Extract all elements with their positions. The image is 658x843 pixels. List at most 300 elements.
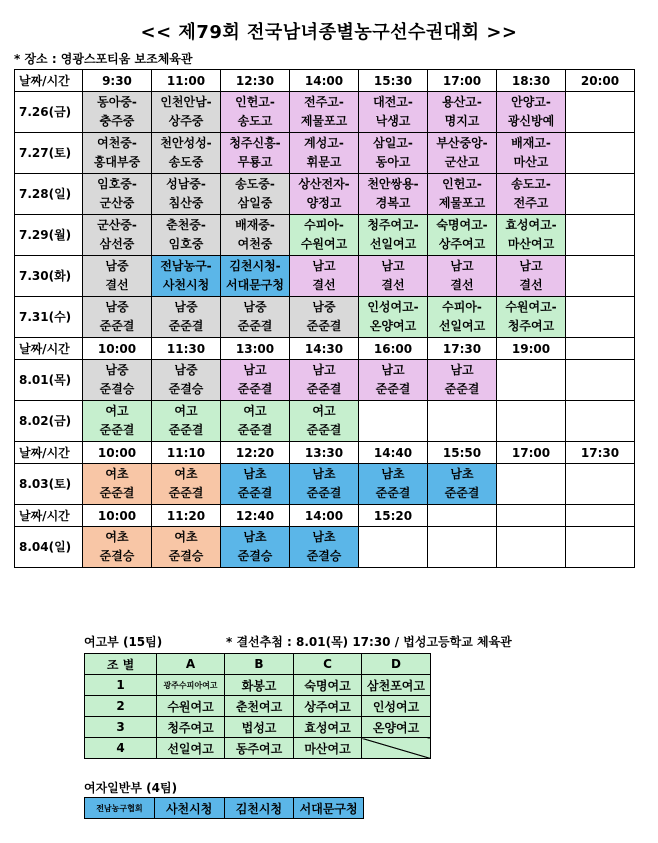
cell-line: 김천시청- <box>229 259 281 273</box>
cell-line: 남중 <box>174 363 198 377</box>
cell-line: 청주신흥- <box>229 136 281 150</box>
match-cell <box>290 464 359 505</box>
cell-line: 4 <box>116 741 125 755</box>
team-cell <box>157 738 225 759</box>
group-header <box>225 654 294 675</box>
time-slot <box>83 505 152 527</box>
team-cell <box>362 675 431 696</box>
match-cell <box>83 256 152 297</box>
time-header-row <box>15 442 635 464</box>
cell-line: 청주여고- <box>367 218 419 232</box>
match-cell <box>221 174 290 215</box>
header-label <box>15 70 83 92</box>
women-team-cell <box>85 798 155 819</box>
cell-line: 8.01(목) <box>19 373 72 387</box>
time-slot <box>152 505 221 527</box>
date-cell <box>15 527 83 568</box>
cell-line: 18:30 <box>511 73 551 88</box>
match-cell <box>428 133 497 174</box>
team-cell <box>157 696 225 717</box>
cell-line: 동주여고 <box>235 741 283 756</box>
match-cell <box>428 464 497 505</box>
group-row <box>85 738 431 759</box>
cell-line: 여초 <box>174 530 198 544</box>
cell-line: 제물포고 <box>438 196 486 210</box>
cell-line: 준준결 <box>237 382 273 396</box>
match-cell <box>152 401 221 442</box>
cell-line: 14:00 <box>304 73 344 88</box>
cell-line: 안양고- <box>511 95 551 109</box>
schedule-row <box>15 464 635 505</box>
cell-line: 전주고 <box>513 196 549 210</box>
match-cell <box>497 174 566 215</box>
cell-line: 8.04(일) <box>19 540 72 554</box>
cell-line: 청주여고 <box>167 720 214 735</box>
cell-line: 11:20 <box>166 508 206 523</box>
match-cell <box>152 464 221 505</box>
cell-line: 조 별 <box>106 657 135 672</box>
cell-line: 여고 <box>243 404 267 418</box>
date-cell <box>15 133 83 174</box>
cell-line: 7.29(월) <box>19 228 72 242</box>
cell-line: 남고 <box>519 259 543 273</box>
time-slot <box>152 442 221 464</box>
cell-line: 14:30 <box>304 341 344 356</box>
match-cell <box>83 215 152 256</box>
time-slot <box>152 338 221 360</box>
cell-line: 상주여고 <box>438 237 486 251</box>
time-slot <box>566 505 635 527</box>
match-cell <box>497 133 566 174</box>
cell-line: 준결승 <box>168 382 204 396</box>
girls-division-title: 여고부 (15팀) <box>84 635 163 649</box>
cell-line: 7.31(수) <box>19 310 72 324</box>
match-cell <box>497 297 566 338</box>
match-cell <box>83 527 152 568</box>
cell-line: 남중 <box>105 300 129 314</box>
time-slot <box>290 70 359 92</box>
header-label <box>15 338 83 360</box>
cell-line: 인헌고- <box>235 95 275 109</box>
cell-line: 12:20 <box>235 445 275 460</box>
cell-line: 결선 <box>450 278 474 292</box>
time-slot <box>428 338 497 360</box>
match-cell <box>497 215 566 256</box>
match-cell <box>359 256 428 297</box>
cell-line: 성남중- <box>166 177 206 191</box>
cell-line: 14:00 <box>304 508 344 523</box>
cell-line: 경복고 <box>375 196 411 210</box>
cell-line: 여초 <box>174 467 198 481</box>
cell-line: 13:30 <box>304 445 344 460</box>
cell-line: 준준결 <box>168 319 204 333</box>
cell-line: 청주여고 <box>507 319 555 333</box>
match-cell <box>566 464 635 505</box>
group-number <box>85 738 157 759</box>
match-cell <box>290 174 359 215</box>
cell-line: 숙명여고 <box>304 678 351 693</box>
match-cell <box>428 92 497 133</box>
cell-line: 12:30 <box>235 73 275 88</box>
cell-line: 전남농구- <box>160 259 212 273</box>
time-slot <box>290 338 359 360</box>
cell-line: 수피아- <box>442 300 482 314</box>
match-cell <box>152 92 221 133</box>
team-cell <box>294 696 362 717</box>
cell-line: 남중 <box>105 363 129 377</box>
women-team-cell <box>294 798 364 819</box>
time-slot <box>497 338 566 360</box>
cell-line: 남고 <box>243 363 267 377</box>
team-cell <box>157 675 225 696</box>
women-team-cell <box>224 798 294 819</box>
cell-line: 1 <box>116 678 125 692</box>
cell-line: 낙생고 <box>375 114 411 128</box>
cell-line: 홍대부중 <box>93 155 141 169</box>
cell-line: 날짜/시간 <box>19 445 70 460</box>
cell-line: 화봉고 <box>241 678 277 693</box>
schedule-row <box>15 401 635 442</box>
cell-line: 임호중- <box>97 177 137 191</box>
match-cell <box>152 297 221 338</box>
cell-line: 10:00 <box>97 508 137 523</box>
schedule-row <box>15 256 635 297</box>
cell-line: 준준결 <box>237 423 273 437</box>
date-cell <box>15 297 83 338</box>
cell-line: 17:00 <box>442 73 482 88</box>
women-division-title: 여자일반부 (4팀) <box>84 781 178 795</box>
cell-line: 날짜/시간 <box>19 73 70 88</box>
cell-line: 11:00 <box>166 73 206 88</box>
match-cell <box>152 527 221 568</box>
cell-line: 준준결 <box>237 319 273 333</box>
match-cell <box>497 527 566 568</box>
cell-line: 광신방예 <box>507 114 555 128</box>
match-cell <box>428 174 497 215</box>
cell-line: 준결승 <box>99 549 135 563</box>
cell-line: 수피아- <box>304 218 344 232</box>
cell-line: 군산고 <box>444 155 480 169</box>
cell-line: 날짜/시간 <box>19 508 70 523</box>
cell-line: 온양여고 <box>372 720 420 735</box>
schedule-row <box>15 174 635 215</box>
match-cell <box>83 174 152 215</box>
cell-line: 여천중 <box>237 237 273 251</box>
team-cell <box>294 675 362 696</box>
cell-line: 마산고 <box>513 155 549 169</box>
cell-line: 준준결 <box>444 486 480 500</box>
cell-line: 7.26(금) <box>19 105 72 119</box>
cell-line: 결선 <box>105 278 129 292</box>
match-cell <box>359 133 428 174</box>
cell-line: 계성고- <box>304 136 344 150</box>
cell-line: 남고 <box>312 363 336 377</box>
cell-line: 남고 <box>381 363 405 377</box>
cell-line: 양정고 <box>306 196 342 210</box>
cell-line: 김천시청 <box>235 801 283 816</box>
time-header-row <box>15 505 635 527</box>
time-slot <box>566 70 635 92</box>
cell-line: 무룡고 <box>237 155 273 169</box>
cell-line: 동아중- <box>97 95 137 109</box>
cell-line: 남초 <box>450 467 474 481</box>
cell-line: 여천중- <box>97 136 137 150</box>
header-label <box>15 505 83 527</box>
cell-line: 서대문구청 <box>226 278 284 292</box>
group-header <box>294 654 362 675</box>
match-cell <box>566 174 635 215</box>
match-cell <box>290 133 359 174</box>
cell-line: 9:30 <box>102 73 132 88</box>
women-team-cell <box>154 798 224 819</box>
team-cell <box>225 738 294 759</box>
cell-line: 남고 <box>450 259 474 273</box>
match-cell <box>290 215 359 256</box>
match-cell <box>290 401 359 442</box>
cell-line: 준준결 <box>237 486 273 500</box>
cell-line: 준결승 <box>306 549 342 563</box>
cell-line: 준준결 <box>306 382 342 396</box>
match-cell <box>428 256 497 297</box>
match-cell <box>83 360 152 401</box>
match-cell <box>83 464 152 505</box>
cell-line: 날짜/시간 <box>19 341 70 356</box>
match-cell <box>359 360 428 401</box>
cell-line: 침산중 <box>168 196 204 210</box>
cell-line: 11:30 <box>166 341 206 356</box>
match-cell <box>566 133 635 174</box>
cell-line: 송도중- <box>235 177 275 191</box>
match-cell <box>221 527 290 568</box>
team-cell <box>225 696 294 717</box>
cell-line: 여초 <box>105 530 129 544</box>
time-slot <box>290 442 359 464</box>
header-label <box>15 442 83 464</box>
time-slot <box>359 442 428 464</box>
match-cell <box>359 464 428 505</box>
date-cell <box>15 174 83 215</box>
cell-line: 준결승 <box>168 549 204 563</box>
time-slot <box>566 442 635 464</box>
match-cell <box>83 133 152 174</box>
cell-line: 15:20 <box>373 508 413 523</box>
time-slot <box>221 338 290 360</box>
cell-line: 제물포고 <box>300 114 348 128</box>
match-cell <box>566 215 635 256</box>
group-header <box>362 654 431 675</box>
match-cell <box>359 401 428 442</box>
cell-line: 군산중 <box>99 196 135 210</box>
time-slot <box>497 442 566 464</box>
team-cell <box>362 696 431 717</box>
match-cell <box>83 92 152 133</box>
match-cell <box>359 92 428 133</box>
team-cell <box>294 738 362 759</box>
cell-line: 준준결 <box>444 382 480 396</box>
cell-line: 법성고 <box>241 720 277 735</box>
cell-line: 마산여고 <box>304 741 351 756</box>
cell-line: 인성여고- <box>367 300 419 314</box>
date-cell <box>15 256 83 297</box>
time-slot <box>221 505 290 527</box>
cell-line: 준준결 <box>99 423 135 437</box>
team-cell <box>362 717 431 738</box>
match-cell <box>428 215 497 256</box>
match-cell <box>428 401 497 442</box>
cell-line: 배재중- <box>235 218 275 232</box>
cell-line: 8.02(금) <box>19 414 72 428</box>
cell-line: 준준결 <box>306 319 342 333</box>
group-row <box>85 675 431 696</box>
cell-line: 부산중앙- <box>436 136 488 150</box>
cell-line: 인성여고 <box>372 699 420 714</box>
women-team-table <box>84 797 364 819</box>
venue-text: * 장소 : 영광스포티움 보조체육관 <box>14 52 193 66</box>
time-slot <box>497 505 566 527</box>
match-cell <box>497 360 566 401</box>
cell-line: 남중 <box>174 300 198 314</box>
time-slot <box>83 442 152 464</box>
cell-line: 준준결 <box>375 382 411 396</box>
match-cell <box>221 464 290 505</box>
cell-line: D <box>391 657 401 671</box>
cell-line: 천안성성- <box>160 136 212 150</box>
cell-line: 남중 <box>312 300 336 314</box>
team-cell <box>294 717 362 738</box>
match-cell <box>290 297 359 338</box>
match-cell <box>497 401 566 442</box>
match-cell <box>152 360 221 401</box>
cell-line: 서대문구청 <box>299 801 358 816</box>
time-slot <box>359 505 428 527</box>
group-number <box>85 696 157 717</box>
cell-line: 16:00 <box>373 341 413 356</box>
cell-line: 동아고 <box>375 155 411 169</box>
time-slot <box>290 505 359 527</box>
group-number <box>85 675 157 696</box>
cell-line: 숙명여고- <box>436 218 488 232</box>
cell-line: A <box>185 657 196 671</box>
cell-line: 춘천중- <box>166 218 206 232</box>
cell-line: 8.03(토) <box>19 477 72 491</box>
cell-line: 삼일중 <box>237 196 273 210</box>
schedule-row <box>15 297 635 338</box>
match-cell <box>497 464 566 505</box>
cell-line: 결선 <box>381 278 405 292</box>
match-cell <box>497 256 566 297</box>
cell-line: 용산고- <box>442 95 482 109</box>
date-cell <box>15 92 83 133</box>
match-cell <box>359 297 428 338</box>
cell-line: 상주여고 <box>304 699 351 714</box>
match-cell <box>290 527 359 568</box>
cell-line: 춘천여고 <box>235 699 283 714</box>
time-slot <box>359 338 428 360</box>
page-title: << 제79회 전국남녀종별농구선수권대회 >> <box>140 22 518 43</box>
match-cell <box>566 527 635 568</box>
cell-line: B <box>254 657 264 671</box>
cell-line: 10:00 <box>97 445 137 460</box>
cell-line: 여고 <box>105 404 129 418</box>
cell-line: 17:30 <box>442 341 482 356</box>
cell-line: 14:40 <box>373 445 413 460</box>
time-slot <box>497 70 566 92</box>
match-cell <box>290 256 359 297</box>
cell-line: 사천시청 <box>165 801 213 816</box>
cell-line: 7.30(화) <box>19 269 72 283</box>
cell-line: 효성여고 <box>304 720 351 735</box>
cell-line: 2 <box>116 699 125 713</box>
date-cell <box>15 215 83 256</box>
cell-line: 준준결 <box>99 486 135 500</box>
team-cell <box>362 738 431 759</box>
cell-line: 결선 <box>519 278 543 292</box>
cell-line: 수원여고 <box>300 237 348 251</box>
cell-line: 7.28(일) <box>19 187 72 201</box>
cell-line: 17:30 <box>580 445 620 460</box>
cell-line: 광주수피아여고 <box>163 680 218 690</box>
schedule-table <box>14 69 635 568</box>
cell-line: 남초 <box>312 467 336 481</box>
cell-line: 천안쌍용- <box>367 177 419 191</box>
cell-line: 수원여고- <box>505 300 557 314</box>
cell-line: 수원여고 <box>167 699 214 714</box>
cell-line: 명지고 <box>444 114 480 128</box>
schedule-row <box>15 360 635 401</box>
team-cell <box>225 675 294 696</box>
cell-line: 상주중 <box>168 114 204 128</box>
time-slot <box>359 70 428 92</box>
cell-line: 결선 <box>312 278 336 292</box>
cell-line: 효성여고- <box>505 218 557 232</box>
cell-line: 준준결 <box>168 486 204 500</box>
cell-line: 15:30 <box>373 73 413 88</box>
cell-line: 준준결 <box>375 486 411 500</box>
cell-line: 여고 <box>312 404 336 418</box>
match-cell <box>359 527 428 568</box>
date-cell <box>15 360 83 401</box>
time-slot <box>152 70 221 92</box>
match-cell <box>221 92 290 133</box>
cell-line: 17:00 <box>511 445 551 460</box>
match-cell <box>83 297 152 338</box>
cell-line: 13:00 <box>235 341 275 356</box>
match-cell <box>221 133 290 174</box>
draw-note: * 결선추첨 : 8.01(목) 17:30 / 법성고등학교 체육관 <box>226 635 512 649</box>
time-slot <box>428 505 497 527</box>
cell-line: 배재고- <box>511 136 551 150</box>
time-header-row <box>15 70 635 92</box>
cell-line: 준결승 <box>99 382 135 396</box>
match-cell <box>566 92 635 133</box>
cell-line: 남초 <box>381 467 405 481</box>
girls-group-table <box>84 653 431 759</box>
cell-line: 남고 <box>312 259 336 273</box>
match-cell <box>152 133 221 174</box>
cell-line: 남초 <box>243 530 267 544</box>
cell-line: 준결승 <box>237 549 273 563</box>
cell-line: 상산전자- <box>298 177 350 191</box>
match-cell <box>83 401 152 442</box>
time-slot <box>566 338 635 360</box>
cell-line: 15:50 <box>442 445 482 460</box>
match-cell <box>566 256 635 297</box>
match-cell <box>566 360 635 401</box>
match-cell <box>290 92 359 133</box>
cell-line: 11:10 <box>166 445 206 460</box>
cell-line: 선일여고 <box>369 237 417 251</box>
match-cell <box>152 256 221 297</box>
